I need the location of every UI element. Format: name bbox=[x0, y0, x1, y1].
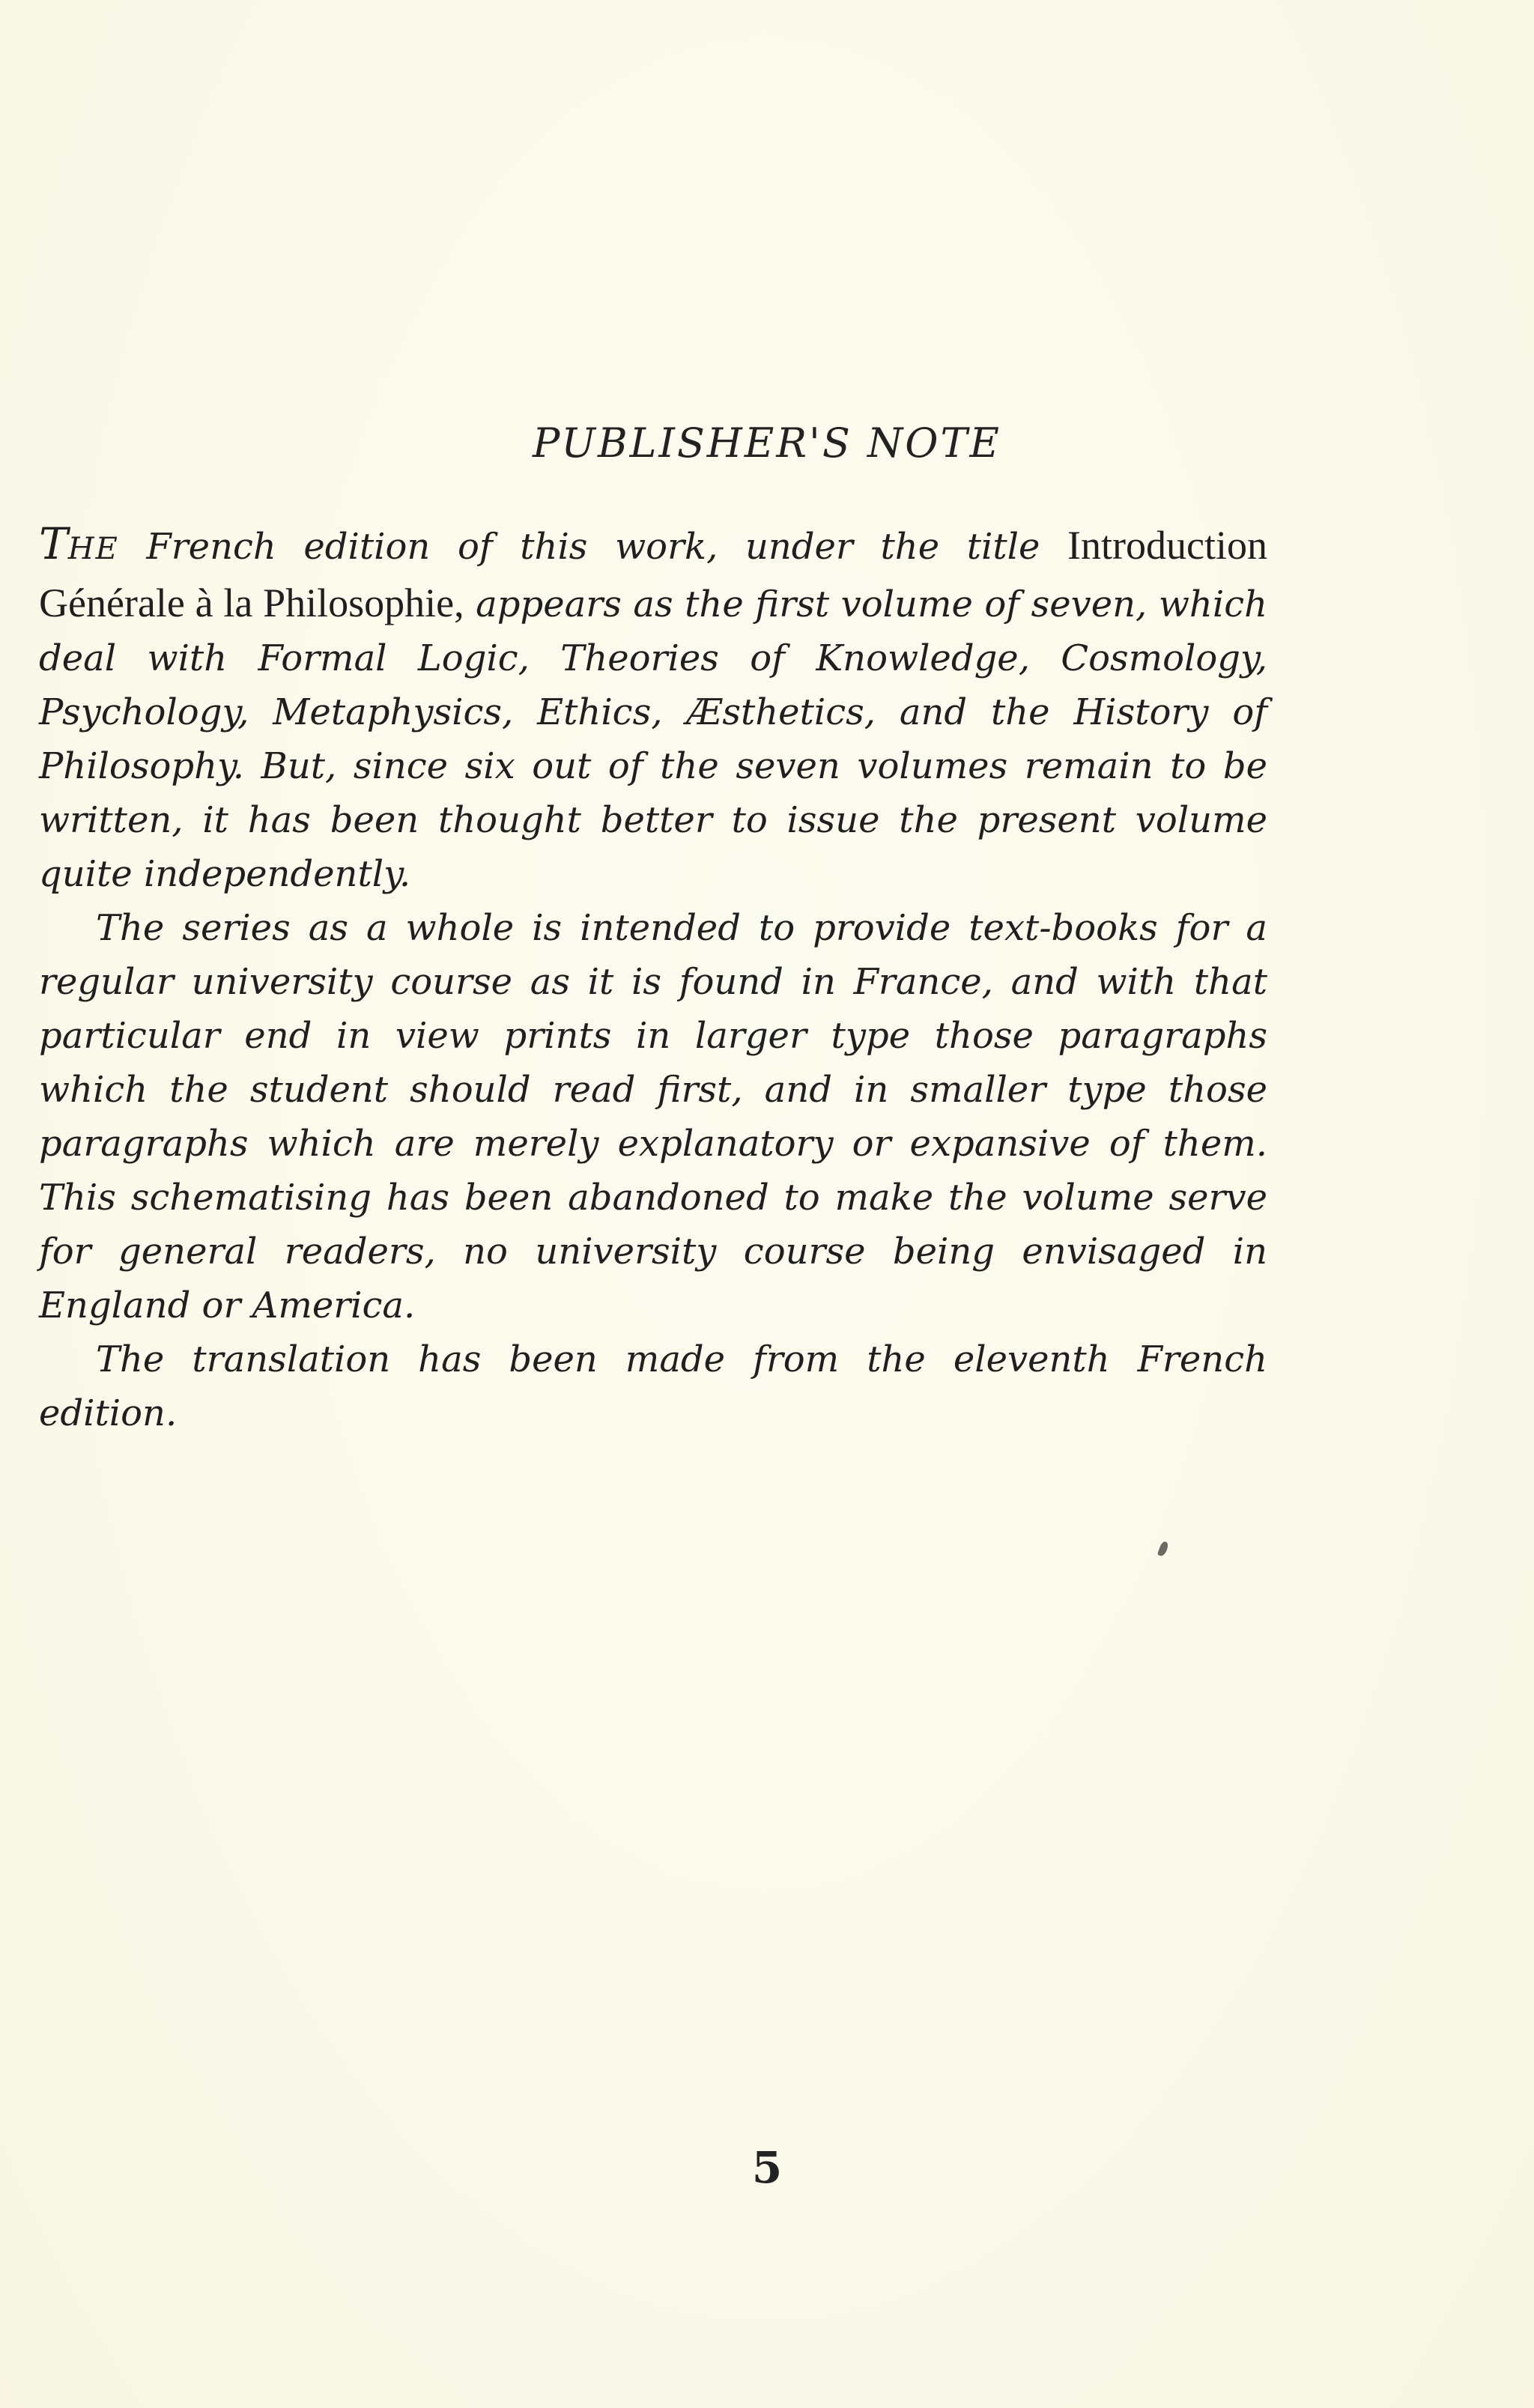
ink-speck bbox=[1157, 1541, 1169, 1557]
paragraph-1-rest: appears as the first volume of seven, which deal with Formal Logic, Theories of Knowledge, Cosmology, Psychology, Metaphysics, Ethics, Æsthetics, and the History of Philosophy. But, since six out of the seven volumes remain to be written, it has been thought better to issue the present volume quite independently. bbox=[39, 583, 1267, 895]
page-heading: PUBLISHER'S NOTE bbox=[533, 419, 1001, 467]
paragraph-2: The series as a whole is intended to provide text-books for a regular university course as it is found in France, and with that particular end in view prints in larger type those paragraphs which the student should read first, and in smaller type those paragraphs which are merely explanatory or expansive of them. This schematising has been abandoned to make the volume serve for general readers, no university course being envisaged in England or America. bbox=[39, 907, 1267, 1326]
french-title: Introduction Générale à la Philosophie, bbox=[39, 523, 1267, 625]
paragraph-3: The translation has been made from the eleventh French edition. bbox=[39, 1338, 1267, 1434]
publishers-note-text bbox=[39, 517, 1267, 1440]
drop-cap: T bbox=[39, 518, 68, 569]
paragraph-1 bbox=[39, 517, 1267, 901]
page-number: 5 bbox=[751, 2142, 783, 2193]
paragraph-1-lead: French edition of this work, under the title bbox=[118, 526, 1068, 568]
small-caps-text: HE bbox=[67, 532, 119, 566]
